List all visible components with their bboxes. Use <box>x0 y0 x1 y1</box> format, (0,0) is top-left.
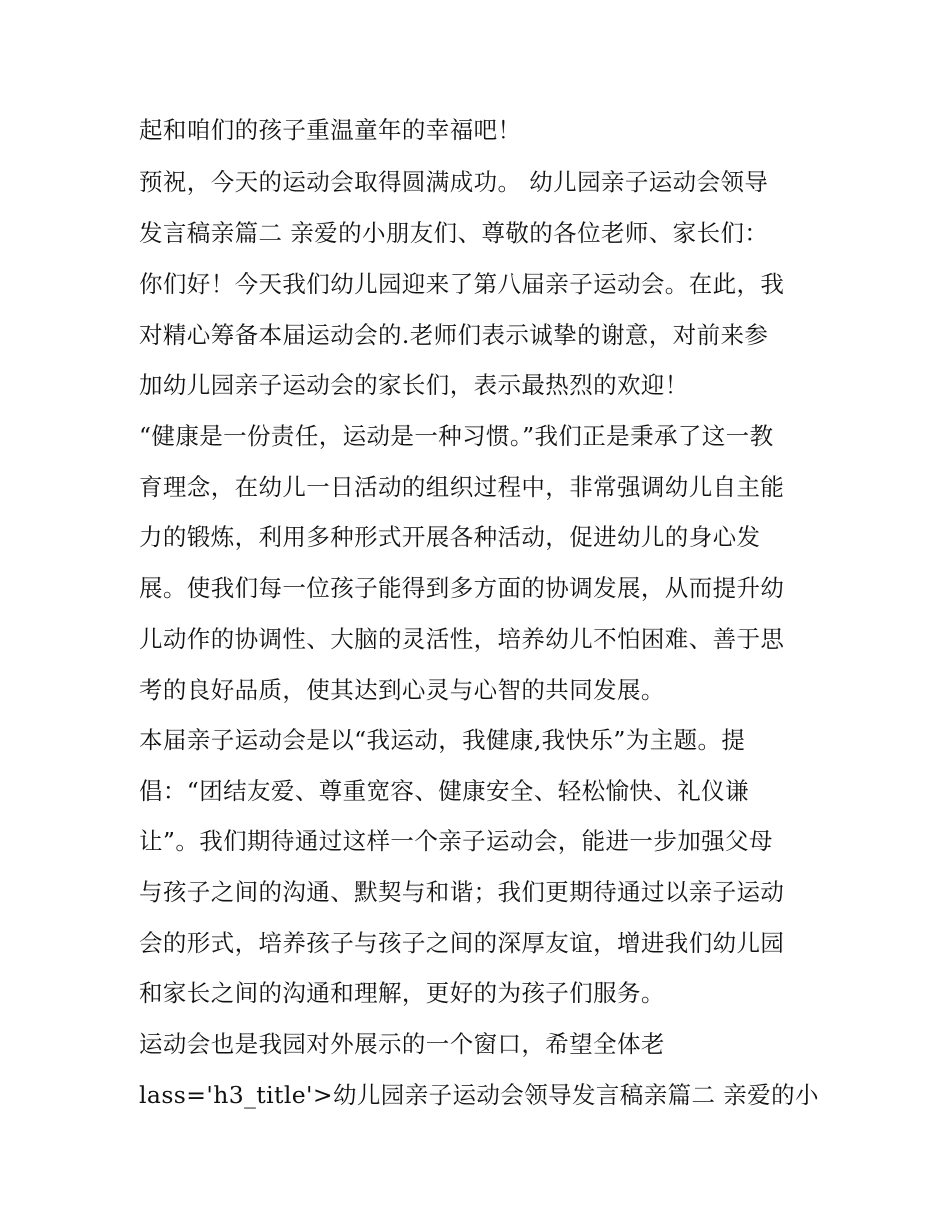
text-line: 本届亲子运动会是以“我运动，我健康,我快乐”为主题。提 <box>139 726 746 754</box>
text-line: 力的锻炼，利用多种形式开展各种活动，促进幼儿的身心发 <box>139 523 761 551</box>
text-line: 与孩子之间的沟通、默契与和谐；我们更期待通过以亲子运动 <box>139 878 785 906</box>
text-line: 发言稿亲篇二 亲爱的小朋友们、尊敬的各位老师、家长们： <box>139 219 769 247</box>
text-line: 倡：“团结友爱、尊重宽容、健康安全、轻松愉快、礼仪谦 <box>139 777 749 805</box>
text-line: 起和咱们的孩子重温童年的幸福吧！ <box>139 116 522 144</box>
text-line: 育理念，在幼儿一日活动的组织过程中，非常强调幼儿自主能 <box>139 473 785 501</box>
text-line: 加幼儿园亲子运动会的家长们，表示最热烈的欢迎！ <box>139 371 689 399</box>
text-line: 让”。我们期待通过这样一个亲子运动会，能进一步加强父母 <box>139 827 773 855</box>
text-line: “健康是一份责任，运动是一种习惯。”我们正是秉承了这一教 <box>139 422 774 450</box>
text-line: 会的形式，培养孩子与孩子之间的深厚友谊，增进我们幼儿园 <box>139 929 785 957</box>
text-line: 儿动作的协调性、大脑的灵活性，培养幼儿不怕困难、善于思 <box>139 625 785 653</box>
text-line: 预祝，今天的运动会取得圆满成功。 幼儿园亲子运动会领导 <box>139 168 769 196</box>
text-line: 展。使我们每一位孩子能得到多方面的协调发展，从而提升幼 <box>139 574 785 602</box>
text-line: 对精心筹备本届运动会的.老师们表示诚挚的谢意，对前来参 <box>139 321 769 349</box>
text-line: 考的良好品质，使其达到心灵与心智的共同发展。 <box>139 676 665 704</box>
text-line: 你们好！今天我们幼儿园迎来了第八届亲子运动会。在此，我 <box>139 270 785 298</box>
text-line: lass='h3_title'>幼儿园亲子运动会领导发言稿亲篇二 亲爱的小 <box>139 1081 819 1109</box>
text-line: 和家长之间的沟通和理解，更好的为孩子们服务。 <box>139 979 665 1007</box>
text-line: 运动会也是我园对外展示的一个窗口，希望全体老 <box>139 1030 665 1058</box>
